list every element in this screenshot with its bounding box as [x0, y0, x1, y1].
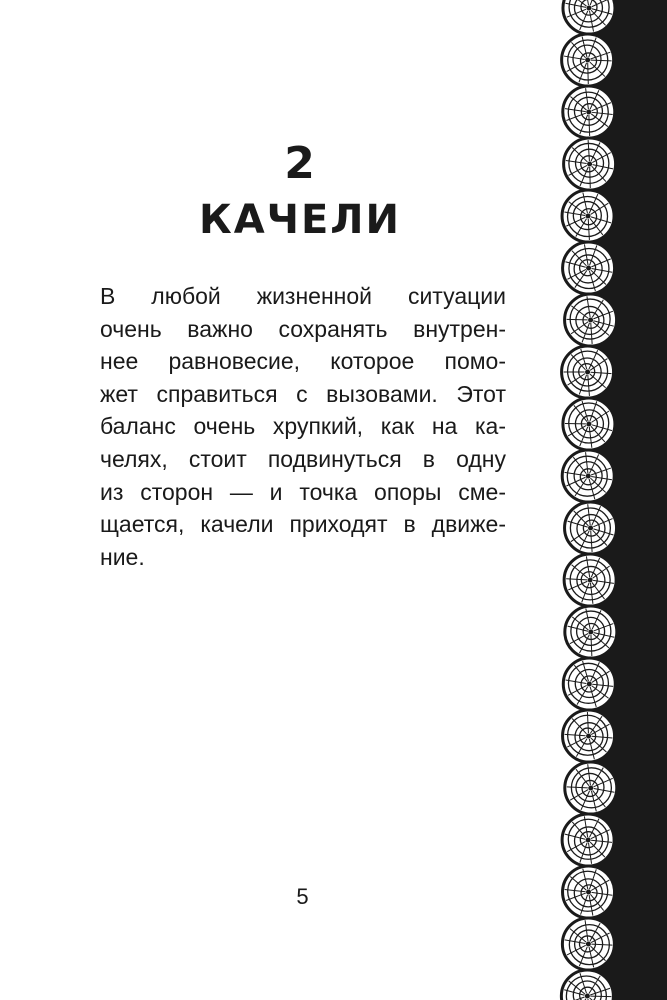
log-slice — [562, 918, 614, 970]
log-slice — [562, 346, 614, 398]
log-slice — [565, 762, 617, 814]
text-line: баланс очень хрупкий, как на ка- — [100, 413, 506, 440]
text-line: нее равновесие, которое помо- — [100, 348, 506, 375]
text-line: из сторон — и точка опоры сме- — [100, 478, 506, 505]
log-slice — [562, 34, 614, 86]
log-slice — [565, 606, 617, 658]
text-line: В любой жизненной ситуации — [100, 283, 506, 309]
log-slice — [563, 242, 615, 294]
chapter-title: КАЧЕЛИ — [199, 197, 401, 243]
log-slice — [562, 190, 614, 242]
text-line: челях, стоит подвинуться в одну — [100, 445, 506, 472]
log-slice — [562, 450, 614, 502]
log-slice — [564, 138, 616, 190]
log-slice — [562, 814, 614, 866]
text-line: ние. — [100, 543, 145, 570]
log-slice — [563, 86, 615, 138]
log-slice — [563, 866, 615, 918]
log-slice — [563, 658, 615, 710]
text-line: щается, качели приходят в движе- — [100, 511, 506, 538]
log-slice — [564, 554, 616, 606]
wood-log-rings-icon — [545, 0, 667, 1000]
log-slice — [563, 398, 615, 450]
chapter-number: 2 — [284, 138, 316, 189]
log-slice — [565, 294, 617, 346]
text-line: жет справиться с вызовами. Этот — [100, 380, 506, 407]
log-slice — [565, 502, 617, 554]
log-slice — [563, 710, 615, 762]
page-number: 5 — [296, 884, 309, 909]
chapter-body-text — [100, 280, 506, 573]
text-line: очень важно сохранять внутрен- — [100, 315, 506, 342]
